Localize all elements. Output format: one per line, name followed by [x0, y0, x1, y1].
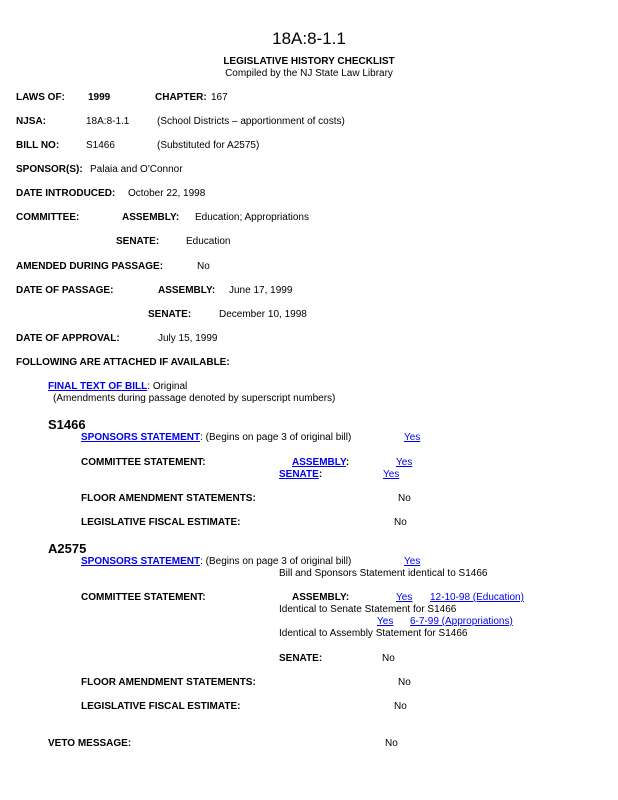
final-text-link[interactable]: FINAL TEXT OF BILL [48, 381, 148, 392]
approval-label: DATE OF APPROVAL: [16, 333, 120, 344]
amended-label: AMENDED DURING PASSAGE: [16, 261, 164, 272]
committee-label: COMMITTEE: [16, 212, 80, 223]
s1466-sponsors-link[interactable]: SPONSORS STATEMENT [81, 432, 201, 443]
final-text-row [48, 381, 187, 393]
a2575-assembly-label: ASSEMBLY: [292, 592, 350, 603]
njsa-value: 18A:8-1.1 [86, 116, 130, 127]
date-introduced-label: DATE INTRODUCED: [16, 188, 116, 199]
a2575-assembly-date-link-2[interactable]: 6-7-99 (Appropriations) [410, 616, 513, 627]
attached-heading: FOLLOWING ARE ATTACHED IF AVAILABLE: [16, 357, 230, 368]
chapter-value: 167 [211, 92, 228, 103]
committee-senate-value: Education [186, 236, 231, 247]
date-introduced-value: October 22, 1998 [128, 188, 206, 199]
a2575-sponsors-row [81, 556, 351, 568]
a2575-sponsors-yes-link[interactable]: Yes [404, 556, 421, 567]
checklist-subtitle: LEGISLATIVE HISTORY CHECKLIST [223, 56, 395, 67]
committee-assembly-value: Education; Appropriations [195, 212, 309, 223]
passage-senate-label: SENATE: [148, 309, 192, 320]
s1466-fiscal-value: No [394, 517, 407, 528]
s1466-committee-label: COMMITTEE STATEMENT: [81, 457, 206, 468]
passage-assembly-value: June 17, 1999 [229, 285, 293, 296]
amended-value: No [197, 261, 210, 272]
bill-no-note: (Substituted for A2575) [157, 140, 260, 151]
compiled-by: Compiled by the NJ State Law Library [225, 68, 393, 79]
s1466-assembly-colon: : [345, 457, 350, 468]
passage-label: DATE OF PASSAGE: [16, 285, 114, 296]
laws-of-label: LAWS OF: [16, 92, 65, 103]
a2575-assembly-date-link-1[interactable]: 12-10-98 (Education) [430, 592, 524, 603]
a2575-floor-value: No [398, 677, 411, 688]
committee-assembly-label: ASSEMBLY: [122, 212, 180, 223]
a2575-identical-senate: Identical to Senate Statement for S1466 [279, 604, 457, 615]
s1466-sponsors-yes-link[interactable]: Yes [404, 432, 421, 443]
a2575-floor-label: FLOOR AMENDMENT STATEMENTS: [81, 677, 256, 688]
final-text-note: (Amendments during passage denoted by superscript numbers) [53, 393, 336, 404]
bill-no-value: S1466 [86, 140, 115, 151]
s1466-senate-link[interactable]: SENATE [279, 469, 319, 480]
a2575-heading: A2575 [48, 541, 87, 556]
s1466-sponsors-note: : (Begins on page 3 of original bill) [200, 432, 352, 443]
committee-senate-label: SENATE: [116, 236, 160, 247]
veto-value: No [385, 738, 398, 749]
approval-value: July 15, 1999 [158, 333, 218, 344]
njsa-note: (School Districts – apportionment of costs) [157, 116, 345, 127]
a2575-senate-value: No [382, 653, 395, 664]
a2575-committee-label: COMMITTEE STATEMENT: [81, 592, 206, 603]
s1466-assembly-yes-link[interactable]: Yes [396, 457, 413, 468]
passage-senate-value: December 10, 1998 [219, 309, 307, 320]
s1466-heading: S1466 [48, 417, 86, 432]
a2575-assembly-yes-link-1[interactable]: Yes [396, 592, 413, 603]
s1466-senate-row [279, 469, 322, 481]
a2575-assembly-yes-link-2[interactable]: Yes [377, 616, 394, 627]
s1466-floor-label: FLOOR AMENDMENT STATEMENTS: [81, 493, 256, 504]
a2575-sponsors-note: : (Begins on page 3 of original bill) [200, 556, 352, 567]
s1466-fiscal-label: LEGISLATIVE FISCAL ESTIMATE: [81, 517, 241, 528]
a2575-identical-assembly: Identical to Assembly Statement for S1466 [279, 628, 468, 639]
veto-label: VETO MESSAGE: [48, 738, 132, 749]
final-text-value: : Original [147, 381, 188, 392]
s1466-senate-yes-link[interactable]: Yes [383, 469, 400, 480]
sponsors-label: SPONSOR(S): [16, 164, 83, 175]
s1466-assembly-row [292, 457, 349, 469]
a2575-identical-note: Bill and Sponsors Statement identical to S1466 [279, 568, 488, 579]
s1466-assembly-link[interactable]: ASSEMBLY [292, 457, 346, 468]
a2575-fiscal-label: LEGISLATIVE FISCAL ESTIMATE: [81, 701, 241, 712]
s1466-senate-colon: : [318, 469, 323, 480]
bill-no-label: BILL NO: [16, 140, 60, 151]
a2575-fiscal-value: No [394, 701, 407, 712]
page-title: 18A:8-1.1 [272, 29, 346, 48]
passage-assembly-label: ASSEMBLY: [158, 285, 216, 296]
chapter-label: CHAPTER: [155, 92, 207, 103]
s1466-floor-value: No [398, 493, 411, 504]
a2575-sponsors-link[interactable]: SPONSORS STATEMENT [81, 556, 201, 567]
sponsors-value: Palaia and O'Connor [90, 164, 183, 175]
s1466-sponsors-row [81, 432, 351, 444]
njsa-label: NJSA: [16, 116, 47, 127]
a2575-senate-label: SENATE: [279, 653, 323, 664]
laws-of-value: 1999 [88, 92, 111, 103]
